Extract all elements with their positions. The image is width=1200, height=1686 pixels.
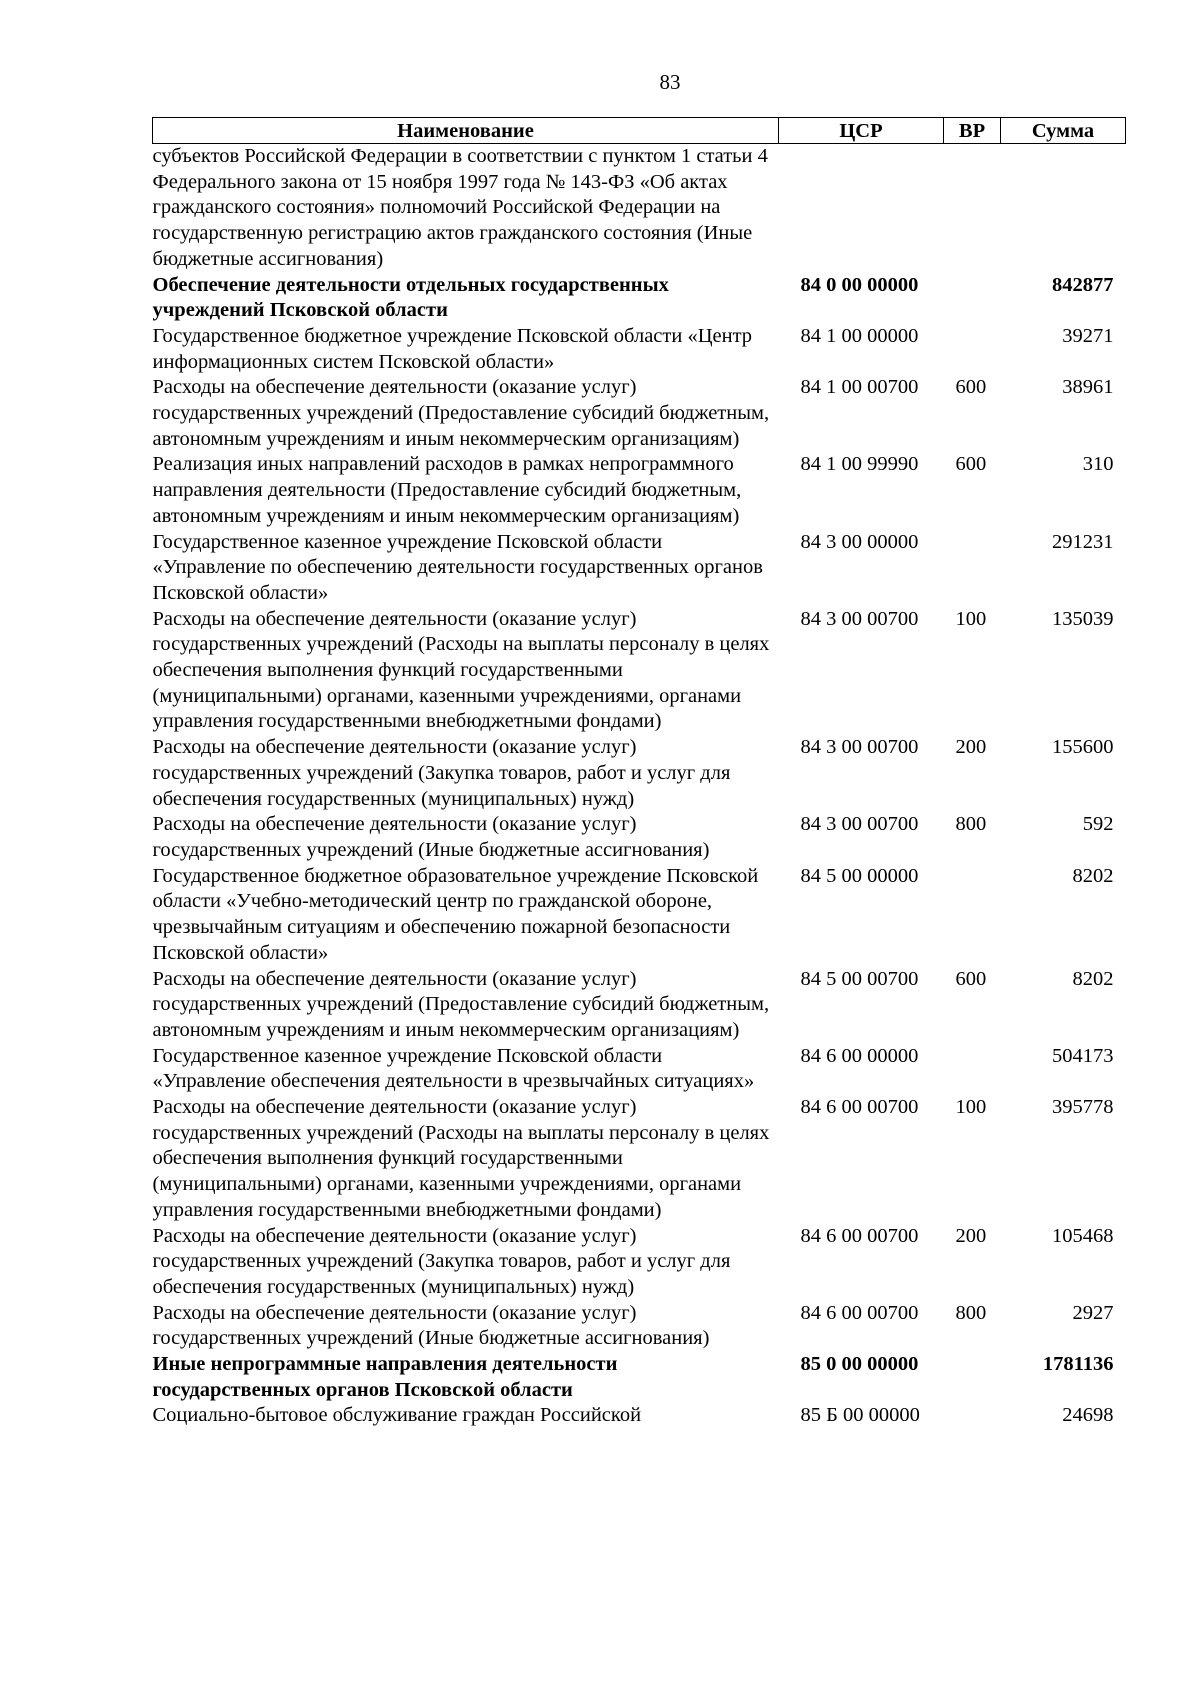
header-csr: ЦСР xyxy=(779,118,944,144)
row-sum-cell xyxy=(1001,144,1126,273)
table-row xyxy=(153,1224,1126,1301)
row-vr-cell: 200 xyxy=(955,736,987,759)
row-vr-cell xyxy=(944,144,1001,273)
header-vr: ВР xyxy=(944,118,1001,144)
row-csr-cell: 84 3 00 00700 xyxy=(800,607,919,630)
row-sum-cell: 38961 xyxy=(1062,376,1114,399)
row-name-cell: Расходы на обеспечение деятельности (оказание услуг) государственных учреждений (Закупка товаров, работ и услуг для обеспечения государственных (муниципальных) нужд) xyxy=(152,736,731,810)
row-name-cell: Расходы на обеспечение деятельности (оказание услуг) государственных учреждений (Предоставление субсидий бюджетным, автономным учреждениям и иным некоммерческим организациям) xyxy=(152,376,770,450)
row-vr-cell xyxy=(944,1403,1001,1429)
row-name-cell: Государственное бюджетное образовательное учреждение Псковской области «Учебно-методический центр по гражданской обороне, чрезвычайным ситуациям и обеспечению пожарной безопасности Псковской области» xyxy=(152,864,759,964)
row-csr-cell: 84 5 00 00000 xyxy=(800,864,919,887)
row-csr-cell: 84 3 00 00700 xyxy=(800,813,919,836)
table-row xyxy=(153,144,1126,273)
row-vr-cell xyxy=(944,864,1001,967)
row-csr-cell: 84 5 00 00700 xyxy=(800,967,919,990)
row-csr-cell: 84 3 00 00700 xyxy=(800,736,919,759)
table-row xyxy=(153,375,1126,452)
row-name-cell: Государственное бюджетное учреждение Псковской области «Центр информационных систем Псковской области» xyxy=(152,324,753,373)
row-sum-cell: 842877 xyxy=(1052,273,1114,296)
table-row xyxy=(153,1403,1126,1429)
table-row xyxy=(153,1352,1126,1403)
row-name-cell: Расходы на обеспечение деятельности (оказание услуг) государственных учреждений (Расходы на выплаты персоналу в целях обеспечения выполнения функций государственными (муниципальными) органами, казенными учреждениями, органами управления государственными внебюджетными фондами) xyxy=(152,607,770,733)
row-name-cell: Расходы на обеспечение деятельности (оказание услуг) государственных учреждений (Предоставление субсидий бюджетным, автономным учреждениям и иным некоммерческим организациям) xyxy=(152,967,770,1041)
row-vr-cell xyxy=(944,273,1001,324)
row-name-cell: Расходы на обеспечение деятельности (оказание услуг) государственных учреждений (Расходы на выплаты персоналу в целях обеспечения выполнения функций государственными (муниципальными) органами, казенными учреждениями, органами управления государственными внебюджетными фондами) xyxy=(152,1096,770,1221)
row-vr-cell: 100 xyxy=(955,607,987,630)
row-sum-cell: 8202 xyxy=(1072,864,1114,887)
row-vr-cell: 600 xyxy=(955,376,987,399)
table-row xyxy=(153,324,1126,375)
row-csr-cell: 84 1 00 99990 xyxy=(800,453,919,476)
table-row xyxy=(153,607,1126,736)
table-row xyxy=(153,1301,1126,1352)
row-name-cell: Иные непрограммные направления деятельности государственных органов Псковской области xyxy=(152,1353,618,1401)
row-csr-cell: 84 6 00 00700 xyxy=(800,1096,919,1119)
row-vr-cell: 800 xyxy=(955,813,987,836)
row-name-cell: субъектов Российской Федерации в соответствии с пунктом 1 статьи 4 Федерального закона от 15 ноября 1997 года № 143-ФЗ «Об актах гражданского состояния» полномочий Российской Федерации на государственную регистрацию актов гражданского состояния (Иные бюджетные ассигнования) xyxy=(152,145,768,270)
row-sum-cell: 24698 xyxy=(1062,1404,1114,1427)
row-sum-cell: 105468 xyxy=(1052,1224,1114,1247)
row-sum-cell: 2927 xyxy=(1072,1301,1114,1324)
row-name-cell: Реализация иных направлений расходов в рамках непрограммного направления деятельности (Предоставление субсидий бюджетным, автономным учреждениям и иным некоммерческим организациям) xyxy=(152,453,742,527)
row-csr-cell: 85 0 00 00000 xyxy=(800,1353,919,1376)
row-sum-cell: 310 xyxy=(1082,453,1114,476)
table-header-row xyxy=(153,118,1126,144)
row-name-cell: Расходы на обеспечение деятельности (оказание услуг) государственных учреждений (Иные бюджетные ассигнования) xyxy=(152,1301,710,1350)
row-vr-cell: 200 xyxy=(955,1224,987,1247)
row-vr-cell xyxy=(944,324,1001,375)
row-name-cell: Расходы на обеспечение деятельности (оказание услуг) государственных учреждений (Иные бюджетные ассигнования) xyxy=(152,813,710,861)
row-name-cell: Социально-бытовое обслуживание граждан Российской xyxy=(152,1404,642,1427)
table-row xyxy=(153,452,1126,529)
row-vr-cell: 100 xyxy=(955,1096,987,1119)
budget-table xyxy=(152,117,1126,1429)
table-row xyxy=(153,1095,1126,1224)
row-name-cell: Государственное казенное учреждение Псковской области «Управление обеспечения деятельности в чрезвычайных ситуациях» xyxy=(152,1044,755,1093)
row-sum-cell: 395778 xyxy=(1052,1096,1114,1119)
row-csr-cell: 84 6 00 00700 xyxy=(800,1224,919,1247)
row-vr-cell xyxy=(944,1044,1001,1095)
table-row xyxy=(153,1044,1126,1095)
table-row xyxy=(153,530,1126,607)
row-sum-cell: 8202 xyxy=(1072,967,1114,990)
page-number: 83 xyxy=(659,70,681,94)
row-vr-cell: 600 xyxy=(955,453,987,476)
row-csr-cell: 84 1 00 00700 xyxy=(800,376,919,399)
row-csr-cell: 84 6 00 00000 xyxy=(800,1044,919,1067)
row-vr-cell: 800 xyxy=(955,1301,987,1324)
row-csr-cell xyxy=(779,144,944,273)
row-sum-cell: 135039 xyxy=(1052,607,1114,630)
row-name-cell: Государственное казенное учреждение Псковской области «Управление по обеспечению деятельности государственных органов Псковской области» xyxy=(152,530,763,604)
row-csr-cell: 85 Б 00 00000 xyxy=(800,1404,920,1427)
table-row xyxy=(153,812,1126,863)
table-row xyxy=(153,967,1126,1044)
row-name-cell: Обеспечение деятельности отдельных государственных учреждений Псковской области xyxy=(152,273,669,322)
row-vr-cell: 600 xyxy=(955,967,987,990)
row-csr-cell: 84 6 00 00700 xyxy=(800,1301,919,1324)
row-sum-cell: 155600 xyxy=(1052,736,1114,759)
row-sum-cell: 291231 xyxy=(1052,530,1114,553)
table-body xyxy=(153,144,1126,1430)
header-sum: Сумма xyxy=(1001,118,1126,144)
table-row xyxy=(153,735,1126,812)
row-csr-cell: 84 0 00 00000 xyxy=(800,273,919,296)
row-sum-cell: 1781136 xyxy=(1042,1353,1114,1376)
row-vr-cell xyxy=(944,1352,1001,1403)
row-sum-cell: 39271 xyxy=(1062,324,1114,347)
row-vr-cell xyxy=(944,530,1001,607)
header-name: Наименование xyxy=(153,118,779,144)
row-sum-cell: 592 xyxy=(1082,813,1114,836)
table-row xyxy=(153,273,1126,324)
row-name-cell: Расходы на обеспечение деятельности (оказание услуг) государственных учреждений (Закупка товаров, работ и услуг для обеспечения государственных (муниципальных) нужд) xyxy=(152,1224,731,1298)
row-csr-cell: 84 1 00 00000 xyxy=(800,324,919,347)
row-sum-cell: 504173 xyxy=(1052,1044,1114,1067)
row-csr-cell: 84 3 00 00000 xyxy=(800,530,919,553)
table-row xyxy=(153,864,1126,967)
